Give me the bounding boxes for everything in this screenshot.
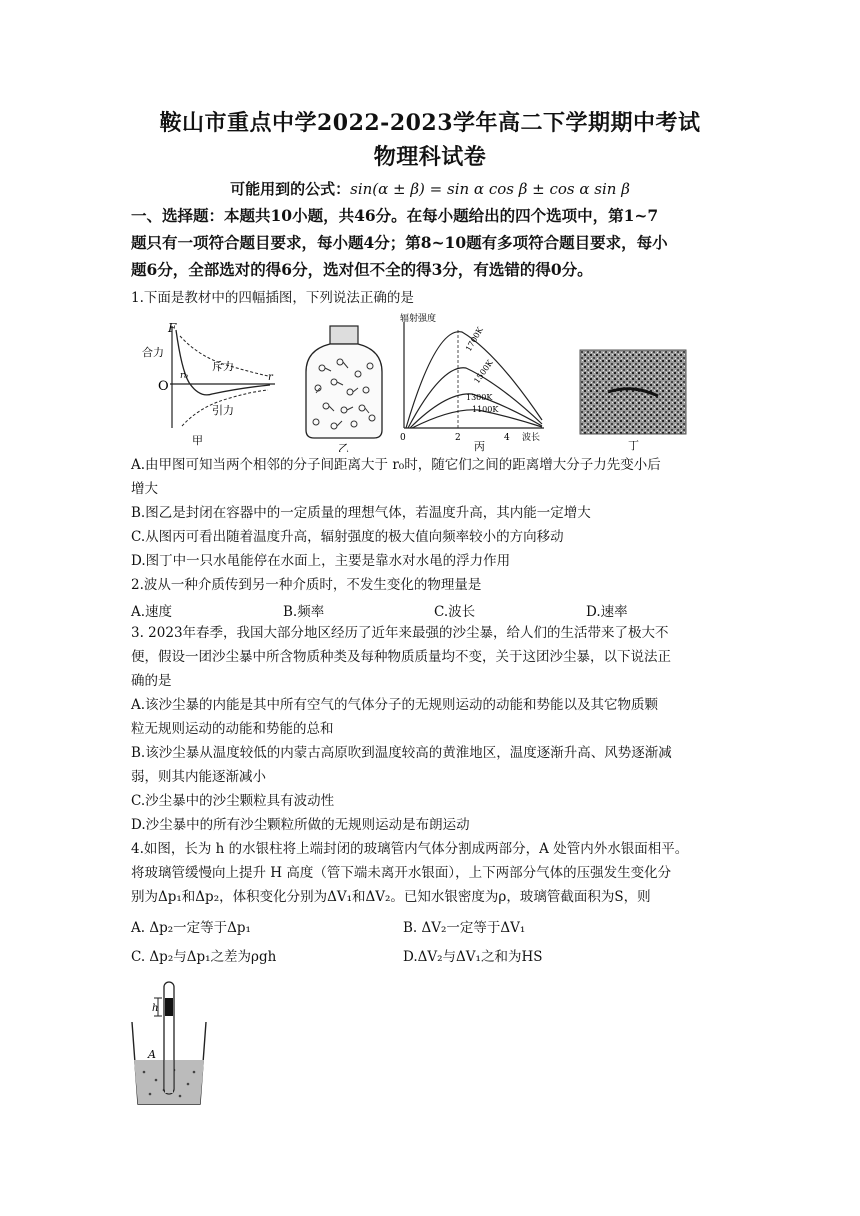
exam-subtitle: 物理科试卷 (373, 144, 487, 170)
fig-yi-caption: 乙 (338, 442, 349, 452)
fig-jia-label-repulsion: 斥力 (212, 360, 234, 373)
fig-jia-label-net: 合力 (142, 346, 164, 359)
fig-bing-ylabel: 辐射强度 (400, 314, 437, 324)
fig-q4-mercury-column (165, 998, 173, 1016)
fig-bing-label-1300: 1300K (466, 393, 493, 402)
fig-jia-label-origin: O (158, 379, 169, 394)
fig-q4-label-h: h (152, 1003, 159, 1014)
figure-q4-tube (128, 976, 210, 1110)
section1-line2: 题只有一项符合题目要求，每小题4分；第8~10题有多项符合题目要求，每小 (131, 233, 668, 252)
exam-title: 鞍山市重点中学2022-2023学年高二下学期期中考试 (159, 110, 701, 136)
q3-option-b-line2: 弱，则其内能逐渐减小 (131, 769, 266, 785)
q1-option-a-line2: 增大 (131, 481, 158, 497)
fig-bing-xlabel: 波长 (522, 433, 541, 443)
fig-bing-label-1700: 1700K (463, 325, 485, 353)
q3-option-a-line1: A.该沙尘暴的内能是其中所有空气的气体分子的无规则运动的动能和势能以及其它物质颗 (131, 697, 659, 713)
q4-option-b: B. ΔV₂一定等于ΔV₁ (403, 920, 526, 936)
q3-stem-line2: 便，假设一团沙尘暴中所含物质种类及每种物质质量均不变，关于这团沙尘暴，以下说法正 (131, 649, 671, 665)
q4-stem-line2: 将玻璃管缓慢向上提升 H 高度（管下端未离开水银面），上下两部分气体的压强发生变化分 (131, 865, 672, 881)
fig-jia-label-r0: r₀ (180, 371, 188, 381)
q4-option-c: C. Δp₂与Δp₁之差为ρgh (131, 949, 277, 965)
q2-option-a: A.速度 (131, 604, 173, 620)
fig-bing-caption: 丙 (474, 440, 485, 452)
fig-jia-caption: 甲 (192, 434, 203, 447)
q3-stem-line1: 3. 2023年春季，我国大部分地区经历了近年来最强的沙尘暴，给人们的生活带来了极大不 (131, 625, 669, 641)
q4-stem-line1: 4.如图，长为 h 的水银柱将上端封闭的玻璃管内气体分割成两部分，A 处管内外水银面相平。 (131, 841, 689, 857)
formula-row (0, 178, 860, 199)
figure-ding (578, 348, 688, 452)
q1-stem: 1.下面是教材中的四幅插图，下列说法正确的是 (131, 290, 414, 306)
fig-jia-ylabel: F (168, 321, 177, 335)
fig-bing-tick-0: 0 (400, 433, 406, 443)
figure-yi (300, 322, 390, 452)
section1-line3: 题6分，全部选对的得6分，选对但不全的得3分，有选错的得0分。 (131, 260, 593, 279)
fig-ding-photo (580, 350, 686, 434)
fig-ding-caption: 丁 (628, 439, 639, 452)
q2-stem: 2.波从一种介质传到另一种介质时，不发生变化的物理量是 (131, 577, 482, 593)
q2-option-b: B.频率 (283, 604, 325, 620)
q3-stem-line3: 确的是 (131, 673, 172, 689)
fig-bing-label-1100: 1100K (472, 405, 499, 414)
formula: sin(α ± β) = sin α cos β ± cos α sin β (350, 180, 630, 198)
fig-jia-label-attraction: 引力 (212, 404, 234, 417)
q1-option-c: C.从图丙可看出随着温度升高，辐射强度的极大值向频率较小的方向移动 (131, 529, 564, 545)
fig-jia-label-r: r (268, 372, 273, 383)
fig-q4-mercury-inside (165, 1060, 173, 1093)
q3-option-c: C.沙尘暴中的沙尘颗粒具有波动性 (131, 793, 335, 809)
q4-stem-line3: 别为Δp₁和Δp₂，体积变化分别为ΔV₁和ΔV₂。已知水银密度为ρ，玻璃管截面积为S，则 (131, 889, 651, 905)
fig-yi-lid (330, 326, 358, 344)
q4-option-d: D.ΔV₂与ΔV₁之和为HS (403, 949, 543, 965)
fig-bing-label-1500: 1500K (472, 358, 495, 386)
q1-option-b: B.图乙是封闭在容器中的一定质量的理想气体，若温度升高，其内能一定增大 (131, 505, 591, 521)
section1-line1: 一、选择题：本题共10小题，共46分。在每小题给出的四个选项中，第1~7 (131, 206, 659, 225)
q2-option-c: C.波长 (434, 604, 476, 620)
q1-option-d: D.图丁中一只水黾能停在水面上，主要是靠水对水黾的浮力作用 (131, 553, 511, 569)
figure-bing (396, 312, 556, 452)
fig-bing-tick-2: 2 (455, 433, 461, 443)
q3-option-a-line2: 粒无规则运动的动能和势能的总和 (131, 721, 334, 737)
q1-option-a-line1: A.由甲图可知当两个相邻的分子间距离大于 r₀时，随它们之间的距离增大分子力先变小后 (131, 457, 661, 473)
q3-option-b-line1: B.该沙尘暴从温度较低的内蒙古高原吹到温度较高的黄淮地区，温度逐渐升高、风势逐渐减 (131, 745, 672, 761)
q2-option-d: D.速率 (586, 604, 628, 620)
fig-q4-label-a: A (148, 1048, 156, 1061)
q3-option-d: D.沙尘暴中的所有沙尘颗粒所做的无规则运动是布朗运动 (131, 817, 470, 833)
q4-option-a: A. Δp₂一定等于Δp₁ (131, 920, 251, 936)
fig-bing-tick-4: 4 (504, 433, 510, 443)
formula-label: 可能用到的公式： (230, 180, 351, 198)
figure-jia (140, 318, 280, 448)
